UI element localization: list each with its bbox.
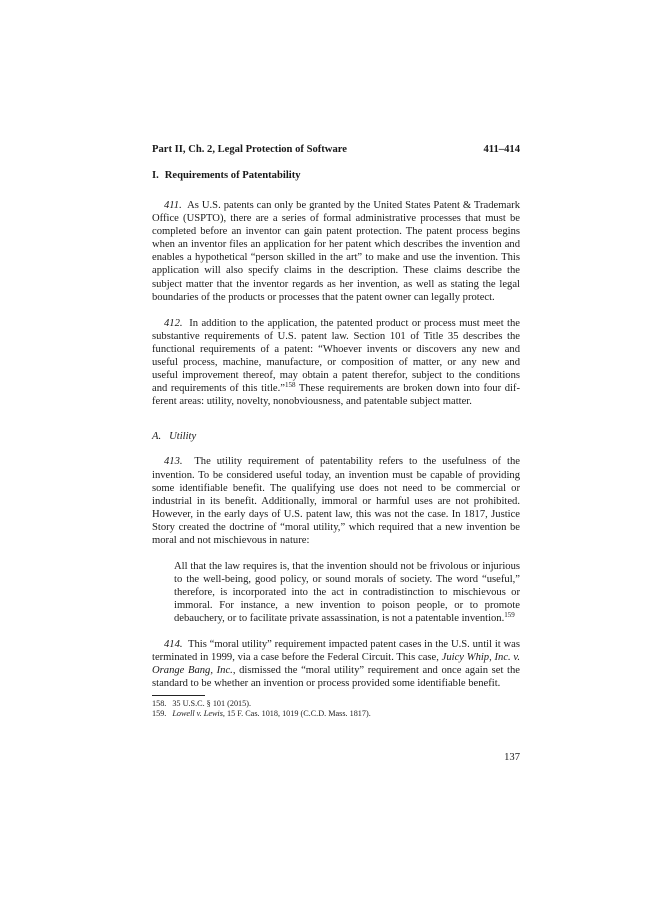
section-number: I. (152, 170, 159, 181)
paragraph-412 (152, 317, 520, 409)
subsection-letter: A. (152, 431, 162, 443)
footnote-text: , 15 F. Cas. 1018, 1019 (C.C.D. Mass. 1817). (222, 709, 371, 719)
subsection-title: Utility (169, 431, 197, 443)
paragraph-text: This “moral utility” requirement impacted patent cases in the U.S. until it was terminated in 1999, via a case before the Federal Circuit. This case, (152, 638, 521, 663)
running-head-paragraph-range: 411–414 (483, 144, 520, 155)
paragraph-number: 413. (164, 456, 183, 468)
paragraph-number: 414. (164, 638, 183, 650)
paragraph-text-continued: , dismissed the “moral utility” requirement and once again set the standard to be whether an invention or process provided some identifiable benefit. (152, 664, 520, 689)
footnote-number: 159. (152, 709, 167, 719)
footnote-159 (152, 709, 520, 719)
footnotes (152, 699, 520, 720)
footnote-ref-158[interactable]: 158 (284, 381, 296, 390)
footnote-text: 35 U.S.C. § 101 (2015). (172, 698, 252, 708)
section-title: Requirements of Patentability (164, 170, 301, 181)
subsection-heading (152, 431, 520, 442)
footnote-case-name: Lowell v. Lewis (172, 709, 223, 719)
paragraph-number: 412. (164, 317, 183, 329)
footnote-number: 158. (152, 698, 167, 708)
paragraph-text: In addition to the application, the patented product or process must meet the substantive requirements of U.S. patent law. Section 101 of Title 35 describes the functional requirements of a patent: “Whoever invents or discovers any new and useful process, machine, manufacture, or composition of matter, or any new and useful improvement thereof, may obtain a patent therefor, subject to the conditions and requirements of this title.” (152, 317, 521, 395)
block-quote (174, 560, 520, 625)
page-body (152, 144, 520, 720)
paragraph-411 (152, 199, 520, 304)
running-head-title: Part II, Ch. 2, Legal Protection of Software (152, 144, 347, 155)
paragraph-text: The utility requirement of patentability refers to the usefulness of the invention. To be considered useful today, an invention must be capable of providing some identifiable benefit. The qualifying use does not need to be commercial or industrial in its benefit. Additionally, immoral or harmful uses are not prohibited. However, in the early days of U.S. patent law, this was not the case. In 1817, Justice Story created the doctrine of “moral utility,” which required that a new invention be moral and not mischievous in nature: (152, 456, 520, 546)
case-name: Juicy Whip, Inc. v. Orange Bang, Inc. (152, 651, 520, 676)
quote-text: All that the law requires is, that the invention should not be frivolous or injurious to the well-being, good policy, or sound morals of society. The word “useful,” therefore, is incorporated into the act in contradistinction to mischievous or immoral. For instance, a new invention to poison people, or to promote debauchery, or to facilitate private assassination, is not a patentable invention. (174, 561, 520, 625)
section-heading (152, 170, 520, 181)
footnote-divider (152, 695, 205, 696)
footnote-158 (152, 699, 520, 709)
paragraph-413 (152, 455, 520, 547)
paragraph-text-continued: These requirements are broken down into four different areas: utility, novelty, nonobviousness, and patentable subject matter. (152, 383, 520, 408)
page-number: 137 (504, 752, 520, 763)
footnote-ref-159[interactable]: 159 (504, 611, 515, 620)
paragraph-text: As U.S. patents can only be granted by the United States Patent & Trademark Office (USPTO), there are a series of formal administrative processes that must be completed before an inventor can gain patent protection. The patent process begins when an inventor files an application for her patent which describes the invention and enables a hypothetical “person skilled in the art” to make and use the invention. This application will also specify claims in the description. These claims describe the subject matter that the inventor regards as her invention, as well as stating the legal boundaries of the products or processes that the patent owner can legally protect. (152, 200, 520, 303)
paragraph-number: 411. (164, 200, 182, 211)
running-head (152, 144, 520, 155)
paragraph-414 (152, 638, 520, 690)
